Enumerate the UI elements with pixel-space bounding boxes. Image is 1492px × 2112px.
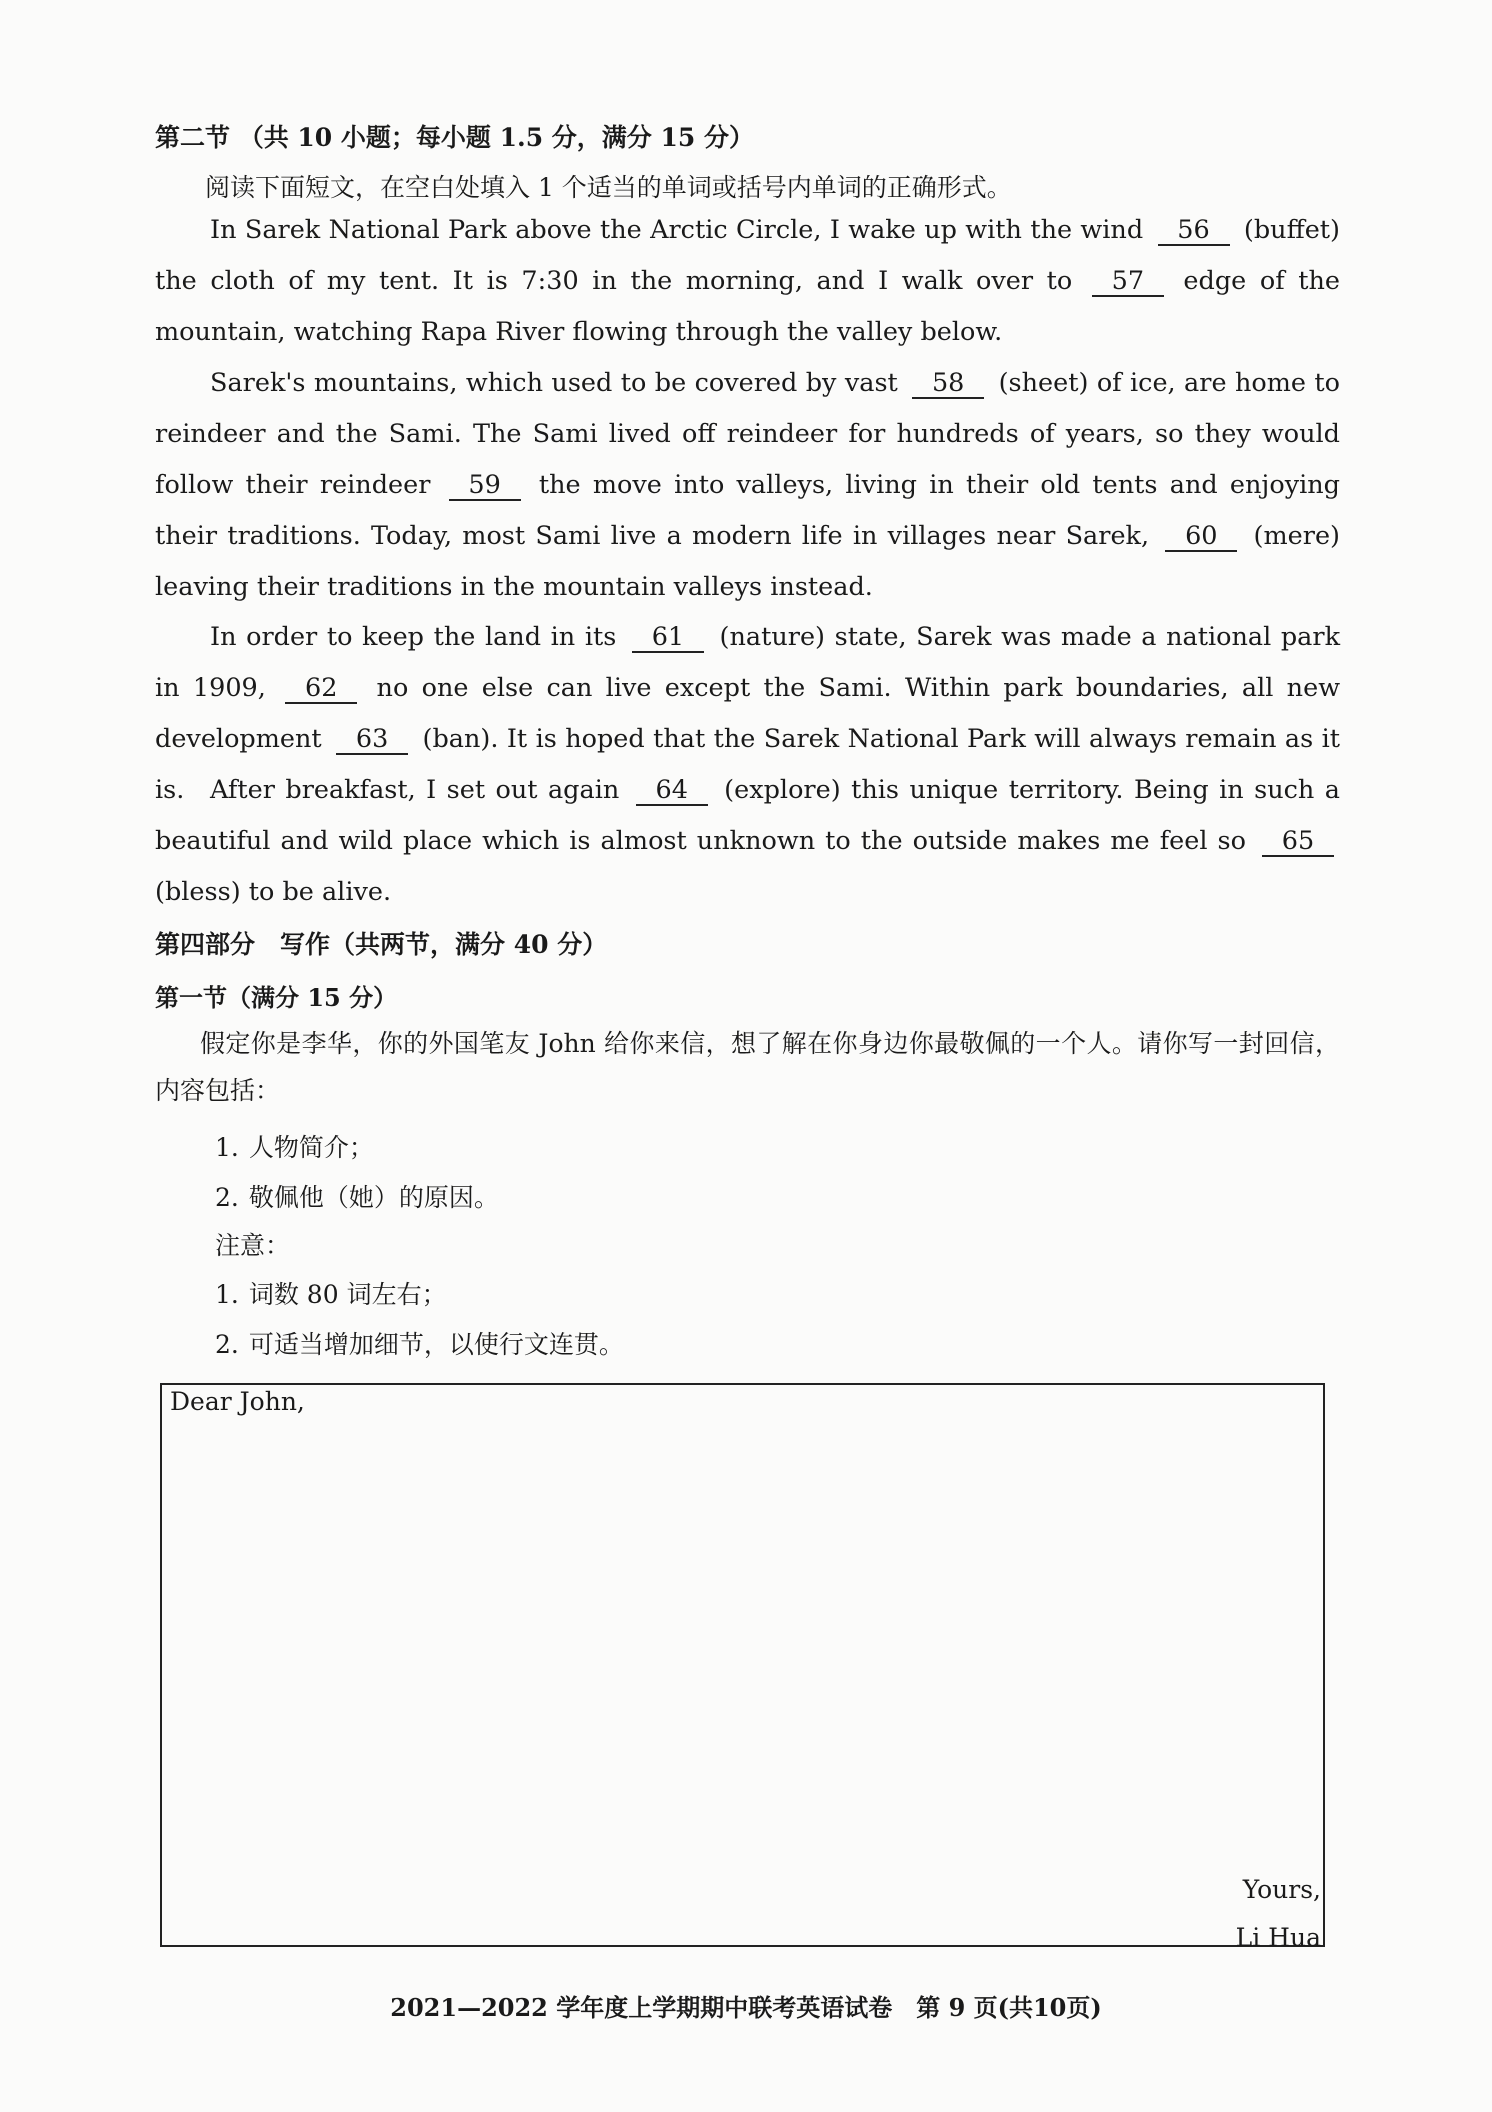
p2-text-d: the move into valleys, living in their old tents and enjoying their traditions. Today, most Sami live a modern life in villages near Sarek, — [155, 470, 1340, 551]
part4-subheading: 第一节（满分 15 分） — [155, 983, 398, 1012]
blank-56: 56 — [1158, 216, 1230, 246]
p3-text-e: (ban). It is hoped that the Sarek National Park will always remain as it is. — [155, 724, 1340, 805]
p1-text-c: (buffet) the cloth of my tent. It is 7:30 in the morning, and I walk over to — [155, 215, 1340, 296]
p3-text-a: In order to keep the land in its — [210, 622, 617, 652]
section2-heading: 第二节 （共 10 小题；每小题 1.5 分，满分 15 分） — [155, 123, 755, 152]
note-item-1-text: 词数 80 词左右； — [248, 1280, 447, 1309]
p3-text-d: no one else can live except the Sami. Within park boundaries, all new development — [155, 673, 1341, 754]
content-item-1-text: 人物简介； — [248, 1133, 374, 1162]
note-item-2-text: 可适当增加细节，以使行文连贯。 — [248, 1330, 624, 1359]
blank-64: 64 — [636, 776, 708, 806]
blank-58: 58 — [912, 369, 984, 399]
blank-59: 59 — [449, 471, 521, 501]
writing-task-text: 假定你是李华，你的外国笔友 John 给你来信，想了解在你身边你最敬佩的一个人。请你写一封回信，内容包括： — [155, 1029, 1340, 1105]
content-item-1-num: 1. — [215, 1133, 239, 1162]
letter-answer-box[interactable] — [160, 1383, 1325, 1952]
passage-paragraph-2 — [155, 358, 1340, 613]
content-item-1 — [215, 1128, 374, 1164]
page-footer: 2021—2022 学年度上学期期中联考英语试卷 第 9 页(共10页) — [390, 1993, 1102, 2022]
passage-paragraph-4 — [155, 765, 1340, 918]
p2-text-a: Sarek's mountains, which used to be covered by vast — [210, 368, 898, 398]
p4-text-c: (explore) this unique territory. Being in such a beautiful and wild place which is almost unknown to the outside makes me feel so — [155, 775, 1340, 856]
note-item-1 — [215, 1275, 447, 1311]
note-item-2-num: 2. — [215, 1330, 239, 1359]
p1-text-d: edge of the mountain, watching Rapa River flowing through the valley below. — [155, 266, 1340, 347]
passage-paragraph-1 — [155, 205, 1340, 358]
blank-60: 60 — [1165, 522, 1237, 552]
content-item-2-num: 2. — [215, 1183, 239, 1212]
p4-text-a: After breakfast, I set out again — [210, 775, 620, 805]
letter-signature: Li Hua — [1235, 1923, 1321, 1952]
note-item-2 — [215, 1325, 624, 1361]
blank-57: 57 — [1092, 267, 1164, 297]
part4-heading: 第四部分 写作（共两节，满分 40 分） — [155, 930, 608, 959]
p2-text-e: (mere) leaving their traditions in the mountain valleys instead. — [155, 521, 1340, 602]
p4-text-d: (bless) to be alive. — [155, 877, 392, 907]
content-item-2 — [215, 1178, 499, 1214]
content-item-2-text: 敬佩他（她）的原因。 — [248, 1183, 499, 1212]
blank-65: 65 — [1262, 827, 1334, 857]
section2-instruction: 阅读下面短文，在空白处填入 1 个适当的单词或括号内单词的正确形式。 — [205, 173, 1012, 202]
p3-text-c: (nature) state, Sarek was made a national park in 1909, — [155, 622, 1341, 703]
blank-63: 63 — [336, 725, 408, 755]
blank-62: 62 — [285, 674, 357, 704]
note-item-1-num: 1. — [215, 1280, 239, 1309]
p2-text-c: (sheet) of ice, are home to reindeer and the Sami. The Sami lived off reindeer for hundreds of years, so they would follow their reindeer — [155, 368, 1340, 500]
p1-text-a: In Sarek National Park above the Arctic Circle, I wake up with the wind — [210, 215, 1144, 245]
letter-closing: Yours, — [1242, 1875, 1321, 1904]
blank-61: 61 — [632, 623, 704, 653]
note-label: 注意： — [215, 1231, 291, 1260]
letter-salutation: Dear John, — [170, 1387, 305, 1416]
